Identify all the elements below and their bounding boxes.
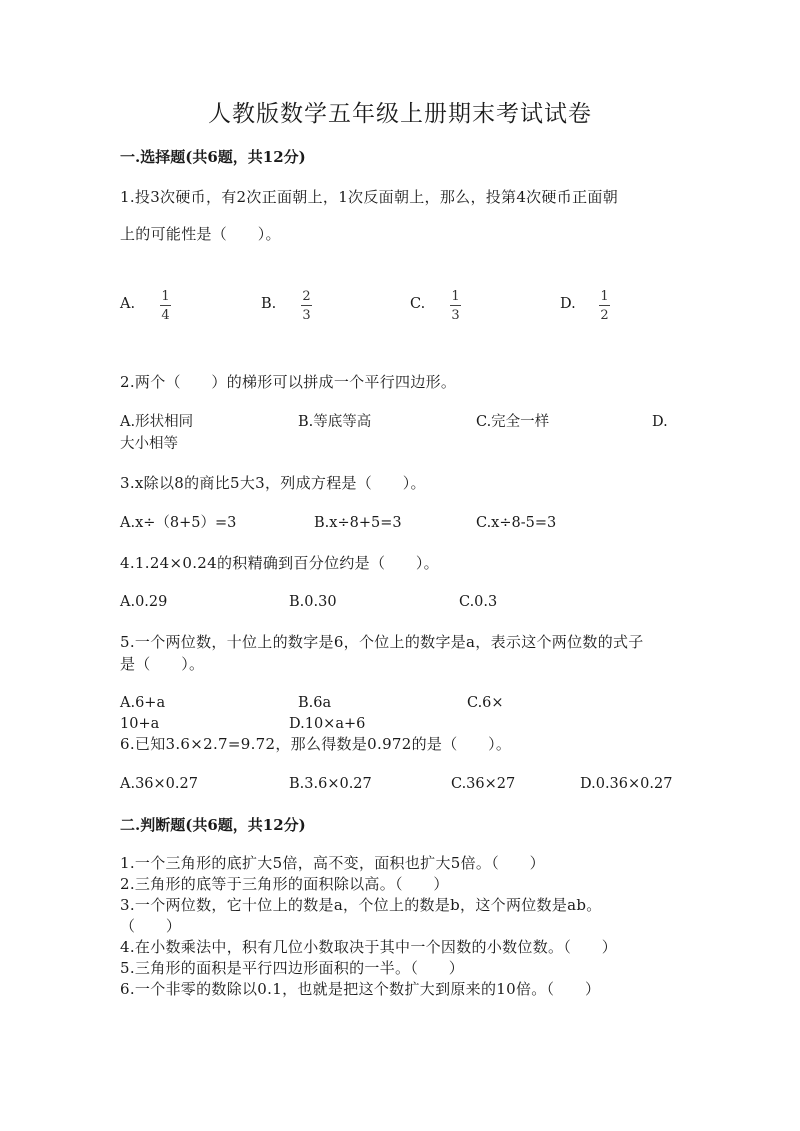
question-6: 6.已知3.6×2.7=9.72，那么得数是0.972的是（ ）。 bbox=[120, 735, 512, 753]
judge-item-2: 2.三角形的底等于三角形的面积除以高。（ ） bbox=[120, 875, 449, 893]
judge-item-4: 4.在小数乘法中，积有几位小数取决于其中一个因数的小数位数。（ ） bbox=[120, 938, 618, 956]
page-title: 人教版数学五年级上册期末考试试卷 bbox=[208, 101, 592, 127]
q6-option-d: D.0.36×0.27 bbox=[580, 776, 673, 792]
fraction-numerator: 1 bbox=[600, 289, 609, 304]
q3-option-b: B.x÷8+5=3 bbox=[314, 515, 402, 531]
q5-option-c-text: 10+a bbox=[120, 716, 160, 732]
question-5-line2: 是（ ）。 bbox=[120, 655, 205, 673]
judge-item-1: 1.一个三角形的底扩大5倍，高不变，面积也扩大5倍。（ ） bbox=[120, 854, 545, 872]
question-4: 4.1.24×0.24的积精确到百分位约是（ ）。 bbox=[120, 554, 439, 572]
question-1-line2: 上的可能性是（ ）。 bbox=[120, 225, 281, 243]
q3-option-a: A.x÷（8+5）=3 bbox=[120, 515, 237, 531]
q6-option-b: B.3.6×0.27 bbox=[289, 776, 372, 792]
q3-option-c: C.x÷8-5=3 bbox=[476, 515, 557, 531]
option-c-fraction bbox=[450, 290, 461, 322]
question-1-line1: 1.投3次硬币，有2次正面朝上，1次反面朝上，那么，投第4次硬币正面朝 bbox=[120, 188, 618, 206]
q2-option-a: A.形状相同 bbox=[120, 414, 194, 430]
fraction-denominator: 3 bbox=[451, 308, 460, 323]
q5-option-b: B.6a bbox=[298, 695, 332, 711]
q4-option-c: C.0.3 bbox=[459, 594, 498, 610]
question-3: 3.x除以8的商比5大3，列成方程是（ ）。 bbox=[120, 474, 426, 492]
option-a-letter: A. bbox=[120, 296, 136, 312]
fraction-denominator: 4 bbox=[161, 308, 170, 323]
q4-option-b: B.0.30 bbox=[289, 594, 337, 610]
question-2: 2.两个（ ）的梯形可以拼成一个平行四边形。 bbox=[120, 373, 457, 391]
fraction-numerator: 1 bbox=[161, 289, 170, 304]
section-heading-choice: 一.选择题(共6题，共12分) bbox=[120, 148, 306, 166]
q6-option-a: A.36×0.27 bbox=[120, 776, 198, 792]
section-heading-judge: 二.判断题(共6题，共12分) bbox=[120, 816, 306, 834]
judge-item-5: 5.三角形的面积是平行四边形面积的一半。（ ） bbox=[120, 959, 465, 977]
judge-item-6: 6.一个非零的数除以0.1，也就是把这个数扩大到原来的10倍。（ ） bbox=[120, 980, 601, 998]
q2-option-d-text: 大小相等 bbox=[120, 436, 178, 452]
option-c-letter: C. bbox=[410, 296, 426, 312]
q2-option-d: D. bbox=[652, 414, 668, 430]
judge-item-3: 3.一个两位数，它十位上的数是a，个位上的数是b，这个两位数是ab。 bbox=[120, 896, 602, 914]
q5-option-c: C.6× bbox=[467, 695, 504, 711]
q5-option-a: A.6+a bbox=[120, 695, 166, 711]
option-a-fraction bbox=[160, 290, 171, 322]
fraction-denominator: 2 bbox=[600, 308, 609, 323]
q2-option-b: B.等底等高 bbox=[298, 414, 372, 430]
option-d-fraction bbox=[599, 290, 610, 322]
judge-item-3-blank: （ ） bbox=[120, 917, 182, 935]
option-b-fraction bbox=[301, 290, 312, 322]
fraction-numerator: 1 bbox=[451, 289, 460, 304]
option-d-letter: D. bbox=[560, 296, 576, 312]
q6-option-c: C.36×27 bbox=[451, 776, 516, 792]
q2-option-c: C.完全一样 bbox=[476, 414, 550, 430]
question-5-line1: 5.一个两位数，十位上的数字是6，个位上的数字是a，表示这个两位数的式子 bbox=[120, 633, 644, 651]
option-b-letter: B. bbox=[261, 296, 277, 312]
q5-option-d: D.10×a+6 bbox=[289, 716, 366, 732]
q4-option-a: A.0.29 bbox=[120, 594, 168, 610]
fraction-denominator: 3 bbox=[302, 308, 311, 323]
fraction-numerator: 2 bbox=[302, 289, 311, 304]
